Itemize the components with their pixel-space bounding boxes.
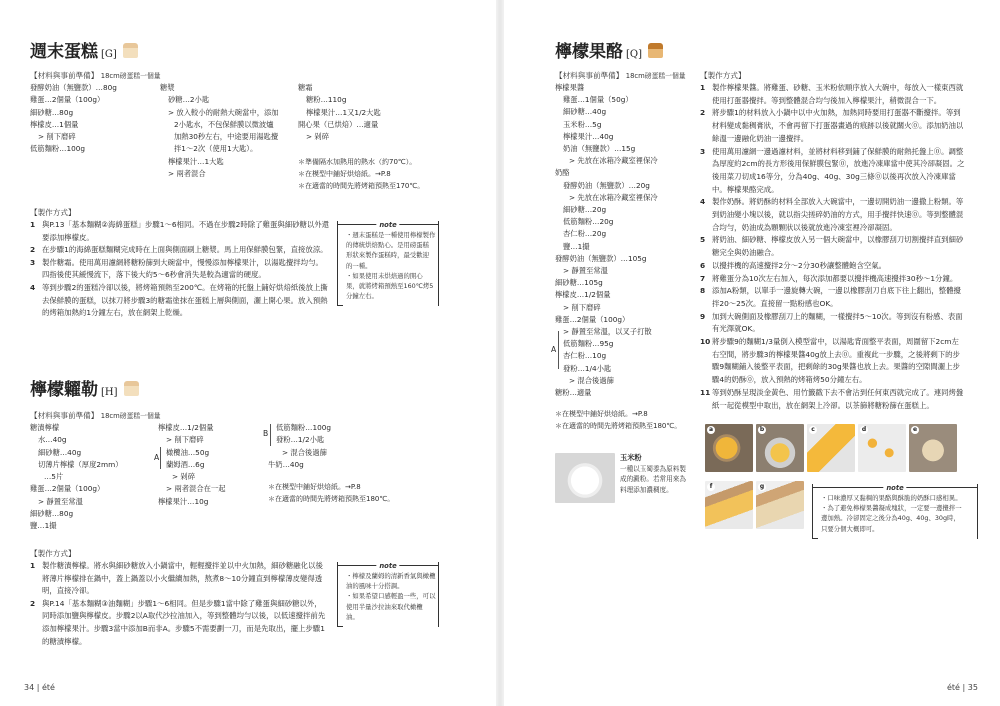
step: 1 製作檸檬果醬。將雞蛋、砂糖、玉米粉依順序放入大碗中，每放入一樣東西就使用打蛋器攪拌。等到整體混合均勻後加入檸檬果汁，稍微混合一下。: [700, 83, 964, 105]
group-label-a: A: [551, 345, 557, 354]
step: 2 與P.14「基本麵糊③油麵糊」步驟1～6相同。但是步驟1當中除了雞蛋與細砂糖以外，同時添加鹽與檸檬皮。步驟2以A取代沙拉油加入，等到整體均勻以後，以低速攪拌前先添加檸檬果汁。步驟3當中添加B而非A。步驟5不需要劃一刀，而是先取出，擺上步驟1的糖漬檸檬。: [30, 598, 326, 646]
step: 7 將雞蛋分為10次左右加入，每次添加都要以攪拌機高速攪拌30秒～1分鐘。: [700, 273, 958, 283]
curd-prep: ＊在模型中鋪好烘焙紙。→P.8 ＊在適當的時間先將烤箱預熱至180℃。: [555, 410, 682, 430]
group-bracket-a: [160, 447, 161, 469]
cake-icon: [123, 43, 138, 58]
step: 6 以攪拌機的高速攪拌2分～2分30秒讓整體飽含空氣。: [700, 260, 887, 270]
curd-ingredients: 檸檬果醬 雞蛋…1個量（50g） 細砂糖…40g 玉米粉…5g 檸檬果汁…40g 奶油（無鹽款）…15g > 先放在冰箱冷藏室裡保冷 奶酪 發酵奶油（無鹽款）…20g > 先放在冰箱冷藏室裡保冷 細砂糖…20g 低筋麵粉…20g 杏仁粉…20g 鹽…1撮 發酵奶油（無鹽款）…105g > 靜置至常溫 細砂糖…105g 檸檬皮…1/2個量 > 削下磨碎 雞蛋…2個量（100g） > 靜置至常溫，以叉子打散 低筋麵粉…95g 杏仁粉…10g 發粉…1/4小匙 > 混合後過篩 糖粉…適量: [555, 83, 658, 398]
drizzle-prep: ＊在模型中鋪好烘焙紙。→P.8 ＊在適當的時間先將烤箱預熱至180℃。: [268, 483, 395, 503]
step: 2 將步驟1的材料放入小鍋中以中火加熱，加熱同時要用打蛋器不斷攪拌。等到材料變成黏稠膏狀，不會再留下打蛋器畫過的痕跡以後就關火⓪。添加奶油以餘溫一邊融化奶油一邊攪拌。: [700, 108, 964, 143]
drizzle-steps: [30, 560, 328, 648]
weekend-prep: ＊準備隔水加熱用的熱水（約70℃）。 ＊在模型中鋪好烘焙紙。→P.8 ＊在適當的時間先將烤箱預熱至170℃。: [298, 158, 425, 190]
weekend-materials-header: 【材料與事前準備】 18cm磅蛋糕一個量: [30, 71, 161, 80]
cake-icon: [124, 381, 139, 396]
group-label-a: A: [154, 453, 160, 462]
cake-icon: [648, 43, 663, 58]
step: 4 等到步驟2的蛋糕冷卻以後，將烤箱預熱至200℃。在烤箱的托盤上鋪好烘焙紙後放上撕去保鮮膜的蛋糕，以抹刀將步驟3的糖霜塗抹在蛋糕上層與側面，灑上開心果。放入預熱的烤箱加熱約1分鐘左右，放在網架上乾燥。: [30, 282, 328, 318]
page-number-left: 34 | été: [24, 683, 55, 692]
photo-label: a: [708, 426, 714, 433]
curd-steps: [700, 82, 966, 412]
step: 3 製作糖霜。使用萬用濾網將糖粉篩到大碗當中，慢慢添加檸檬果汁，以湯匙攪拌均勻。四指後使其緩慢流下，落下後大約5～6秒會消失是較為適當的硬度。: [30, 257, 323, 280]
weekend-steps: [30, 219, 330, 320]
step: 9 加到大碗側面及橡膠刮刀上的麵糊，一樣攪拌5～10次。等到沒有粉感、表面有光澤就OK。: [700, 311, 963, 334]
right-page: [500, 0, 1000, 706]
drizzle-ingredients-col3: 低筋麵粉…100g 發粉…1/2小匙 > 混合後過篩 牛奶…40g: [268, 423, 332, 469]
step: 1 與P.13「基本麵糊②海綿蛋糕」步驟1～6相同。不過在步驟2時除了雞蛋與細砂糖以外還要添加檸檬皮。: [30, 220, 330, 242]
photo-label: g: [759, 483, 765, 490]
group-bracket-b: [270, 424, 271, 446]
step: 10 將步驟9的麵糊1/3量倒入模型當中，以湯匙背面整平表面，周圍留下2cm左右空間，將步驟3的檸檬果醬40g放上去⓪。重複此一步驟，之後將剩下的步驟9麵糊鋪入後整平表面，把剩餘的30g果醬也放上去。果醬的空隙間灑上步驟4的奶酥⓪，放入預熱的烤箱烤50分鐘左右。: [700, 337, 960, 385]
step: 3 使用萬用濾網一邊過濾材料，並將材料移到鋪了保鮮膜的耐熱托盤上⓪。調整為厚度約2cm的長方形後用保鮮膜包緊⓪，放進冷凍庫當中使其冷卻凝固。之後用菜刀切成16等分，分為40g、40g、30g三條⓪以後再次放入冷凍庫當中。檸檬果酪完成。: [700, 146, 965, 194]
step: 8 添加A粉類，以單手一邊旋轉大碗，一邊以橡膠刮刀自底下往上翻出，整體攪拌20～25次。直接留一點粉感也OK。: [700, 286, 961, 308]
weekend-ingredients-col2: 糖漿 砂糖…2小匙 > 放入較小的耐熱大碗當中，添加 2小匙水，不包保鮮膜以微波爐 加熱30秒左右，中途要用湯匙攪 拌1～2次（使用1大匙）。 檸檬果汁…1大匙 > 兩者混合: [160, 83, 279, 179]
weekend-ingredients-col3: 糖霜 糖粉…110g 檸檬果汁…1又1/2大匙 開心果（已烘焙）…適量 > 剁碎: [298, 83, 381, 142]
cornstarch-photo: [555, 453, 615, 503]
lemon-drizzle-title: 檸檬糶勒 [H]: [30, 375, 139, 400]
weekend-title: 週末蛋糕 [G]: [30, 37, 138, 62]
drizzle-note: note ・檸檬及蘭姆的清新香氣與橄欖 油的風味十分搭調。 ・如果希望口感輕盈一些，可以 使用半量沙拉油來取代橄欖 油。: [337, 562, 439, 627]
step: 2 在步驟1的海綿蛋糕麵糊完成時在上面與側面刷上糖漿。馬上用保鮮膜包緊，直接放涼。: [30, 245, 328, 255]
curd-note: note ・口味濃厚又黏稠的果酪與酥脆的奶酥口感相異。 ・為了避免檸檬果醬凝成塊狀，一定要一邊攪拌一 邊加熱。冷卻固定之後分為40g、40g、30g時， 只要分個大概即可。: [812, 484, 978, 539]
step: 11 等到奶酥呈現淡金黃色、用竹籤戳下去不會沾到任何東西就完成了。連同烤盤紙一起從模型中取出，放在網架上冷卻。以茶篩將糖粉篩在蛋糕上。: [700, 387, 964, 410]
page-number-right: été | 35: [947, 683, 978, 692]
curd-materials-header: 【材料與事前準備】 18cm磅蛋糕一個量: [555, 71, 686, 80]
drizzle-ingredients-col2: 檸檬皮…1/2個量 > 削下磨碎 橄欖油…50g 蘭姆酒…6g > 剁碎 > 兩者混合在一起 檸檬果汁…10g: [158, 423, 226, 506]
lemon-curd-title: 檸檬果酪 [Q]: [555, 37, 663, 62]
cornstarch-caption: 玉米粉 一種以玉蜀黍為原料製 成的澱粉。若常用來為 料理添加濃稠度。: [620, 453, 686, 494]
photo-label: d: [861, 426, 867, 433]
drizzle-method-header: 【製作方式】: [30, 549, 76, 558]
photo-label: e: [912, 426, 918, 433]
group-bracket-a: [558, 331, 559, 369]
group-label-b: B: [263, 429, 269, 438]
weekend-note: note ・週末蛋糕是一種使用檸檬製作 的傳統烘焙點心。是用磅蛋糕 形狀來製作蛋糕時，最受歡迎 的一種。 ・如果使用未烘焙過的開心 果，就將烤箱預熱至160℃烤5 分鐘左右。: [337, 221, 439, 306]
step: 1 製作糖漬檸檬。將水與細砂糖放入小鍋當中，輕輕攪拌並以中火加熱，細砂糖融化以後將薄片檸檬排在鍋中，蓋上鍋蓋以小火繼續加熱，熬煮8～10分鐘直到檸檬薄皮變得透明，直接冷卻。: [30, 561, 323, 596]
weekend-method-header: 【製作方式】: [30, 208, 76, 217]
photo-label: f: [707, 483, 715, 491]
weekend-ingredients-col1: 發酵奶油（無鹽款）…80g 雞蛋…2個量（100g） 細砂糖…80g 檸檬皮…1個量 > 削下磨碎 低筋麵粉…100g: [30, 83, 117, 154]
step: 4 製作奶酥。將奶酥的材料全部放入大碗當中，一邊切開奶油一邊撒上粉類。等到奶油變小塊以後，就以指尖搓碎奶油的方式，用手攪拌快速⓪。等到整體混合均勻，奶油成為顆顆狀以後就放進冷凍室裡冷卻凝固。: [700, 197, 964, 232]
drizzle-ingredients-col1: 糖漬檸檬 水…40g 細砂糖…40g 切薄片檸檬（厚度2mm） …5片 雞蛋…2個量（100g） > 靜置至常溫 細砂糖…80g 鹽…1撮: [30, 423, 123, 531]
drizzle-materials-header: 【材料與事前準備】 18cm磅蛋糕一個量: [30, 411, 161, 420]
curd-method-header: 【製作方式】: [700, 71, 746, 80]
step: 5 將奶油、細砂糖、檸檬皮放入另一個大碗當中，以橡膠刮刀切割攪拌直到細砂糖完全與奶油融合。: [700, 235, 964, 258]
photo-label: c: [809, 426, 817, 434]
photo-label: b: [759, 426, 765, 433]
